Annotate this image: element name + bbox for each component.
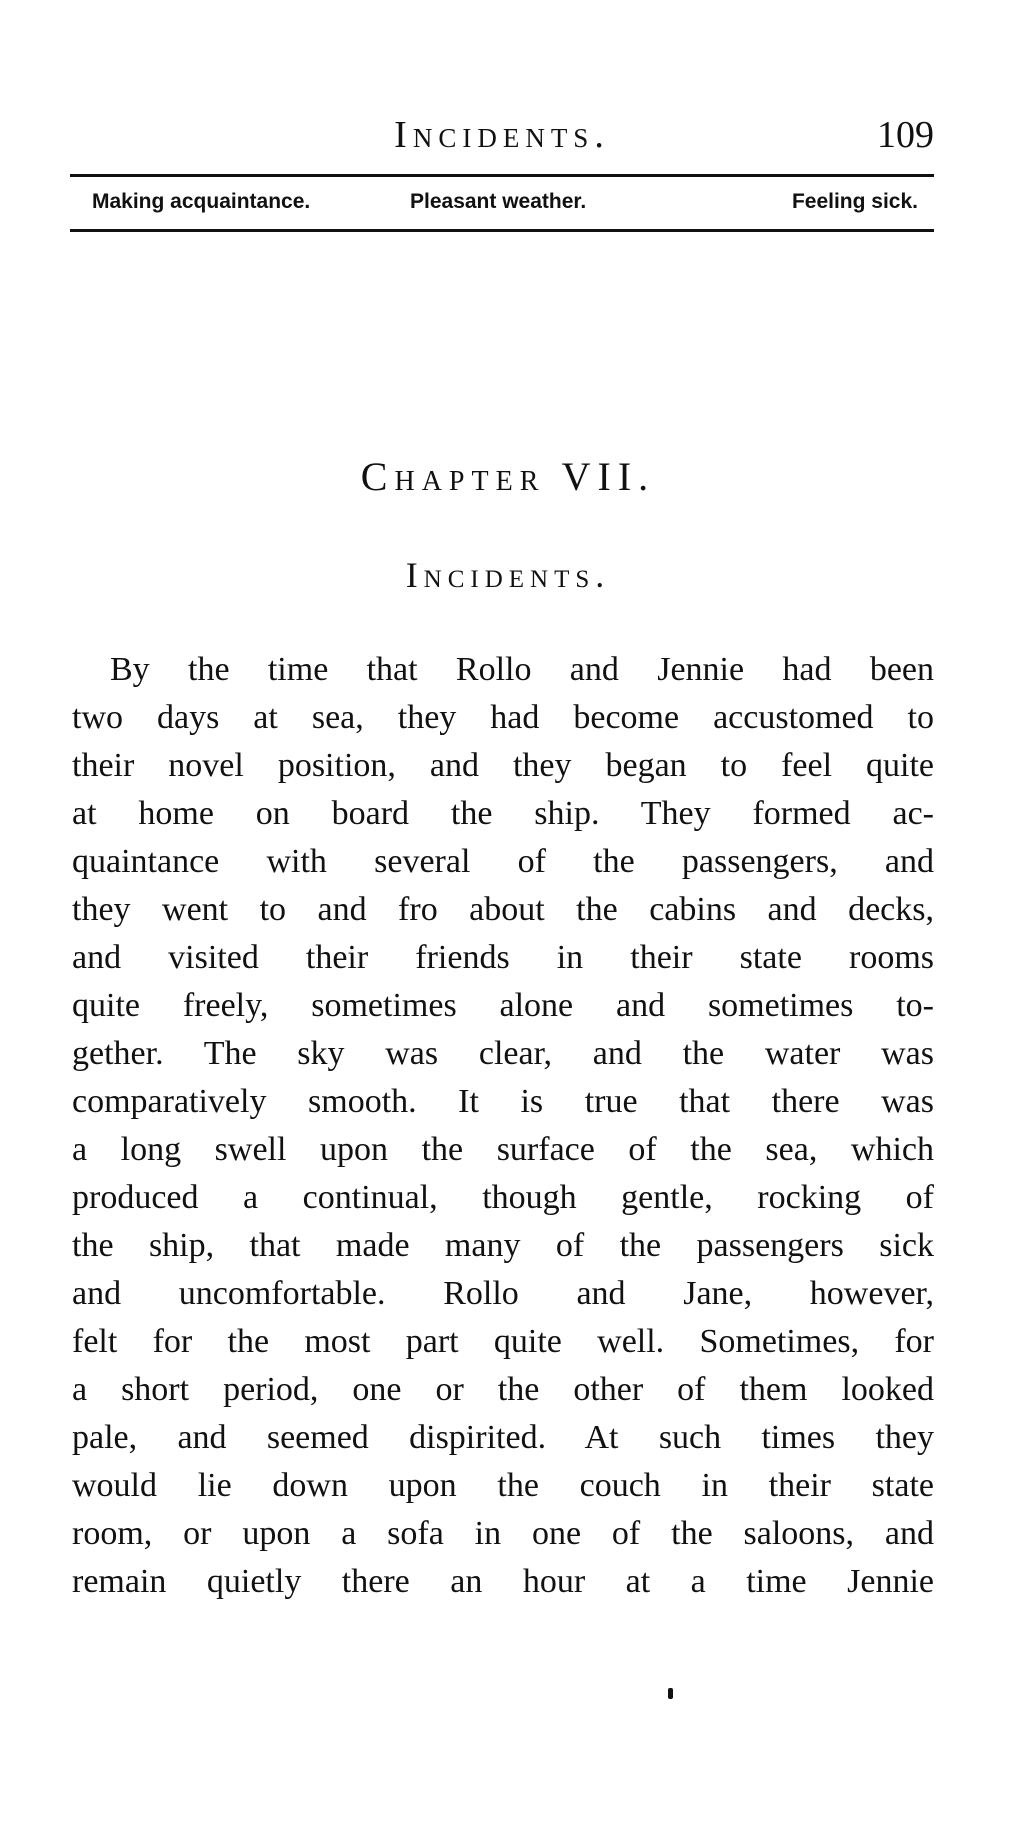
header-rule-bottom [70,229,934,232]
topic-right: Feeling sick. [791,190,918,213]
text-line: would lie down upon the couch in their state [72,1467,934,1504]
text-line: they went to and fro about the cabins and decks, [72,891,934,928]
text-line: at home on board the ship. They formed ac- [72,795,934,832]
topic-center: Pleasant weather. [410,190,587,213]
topic-line [92,186,918,218]
text-line: the ship, that made many of the passengers sick [72,1227,934,1264]
running-title: Incidents. [394,114,610,156]
chapter-title: Incidents. [405,555,611,595]
text-line: By the time that Rollo and Jennie had been [110,651,934,688]
text-line: and uncomfortable. Rollo and Jane, however, [72,1275,934,1312]
text-line: produced a continual, though gentle, rocking of [72,1179,934,1216]
text-line: a short period, one or the other of them looked [72,1371,934,1408]
text-line: their novel position, and they began to feel quite [72,747,934,784]
text-line: two days at sea, they had become accustomed to [72,699,934,736]
text-line: quite freely, sometimes alone and sometimes to- [72,987,934,1024]
chapter-heading: Chapter VII. [360,454,656,499]
body-paragraph [72,646,934,1606]
text-line: comparatively smooth. It is true that there was [72,1083,934,1120]
text-line: gether. The sky was clear, and the water was [72,1035,934,1072]
text-line: remain quietly there an hour at a time Jennie [72,1563,934,1600]
text-line: felt for the most part quite well. Sometimes, for [72,1323,934,1360]
text-line: quaintance with several of the passengers, and [72,843,934,880]
topic-left: Making acquaintance. [92,190,311,213]
running-header [70,112,934,158]
header-rule-top [70,174,934,177]
text-line: room, or upon a sofa in one of the saloons, and [72,1515,934,1552]
text-line: a long swell upon the surface of the sea, which [72,1131,934,1168]
ink-speck [668,1688,673,1699]
text-line: pale, and seemed dispirited. At such times they [72,1419,934,1456]
text-line: and visited their friends in their state rooms [72,939,934,976]
page-number: 109 [877,114,934,156]
